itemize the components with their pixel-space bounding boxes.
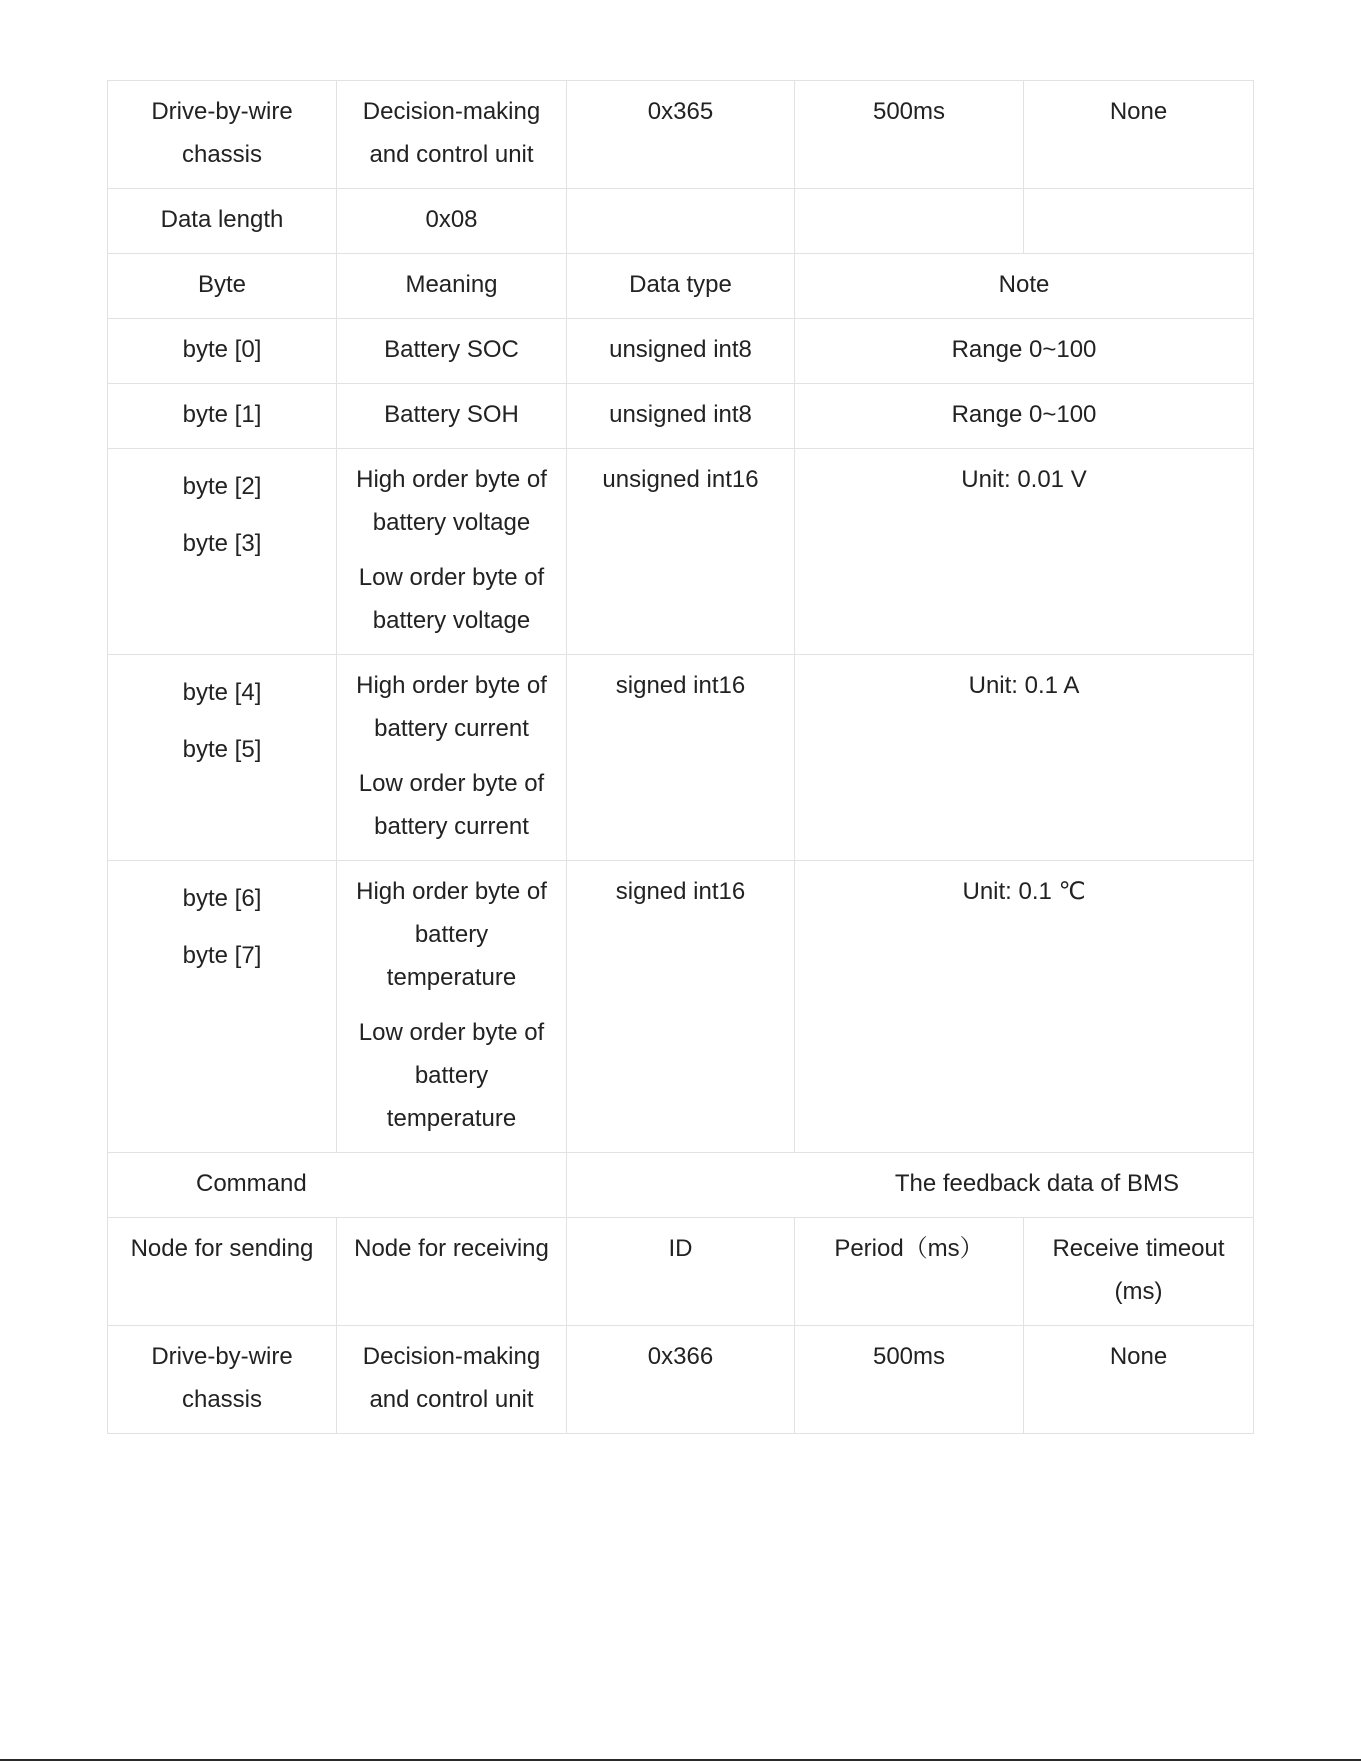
meaning-cell bbox=[337, 655, 567, 861]
receiver-node-cell: Decision-making and control unit bbox=[337, 1326, 567, 1434]
header-meaning: Meaning bbox=[337, 254, 567, 319]
byte-cell bbox=[108, 861, 337, 1153]
timeout-cell: None bbox=[1024, 1326, 1254, 1434]
meaning-cell: Battery SOH bbox=[337, 384, 567, 449]
byte-label: byte [5] bbox=[182, 736, 262, 763]
note-cell: Unit: 0.01 V bbox=[795, 449, 1254, 655]
table-row bbox=[108, 861, 1254, 1153]
meaning-cell bbox=[337, 449, 567, 655]
byte-cell bbox=[108, 655, 337, 861]
empty-cell bbox=[567, 189, 795, 254]
period-cell: 500ms bbox=[795, 1326, 1024, 1434]
data-type-cell: unsigned int8 bbox=[567, 384, 795, 449]
table-row bbox=[108, 189, 1254, 254]
timeout-cell: None bbox=[1024, 81, 1254, 189]
table-header-row bbox=[108, 254, 1254, 319]
meaning-text: High order byte of battery voltage bbox=[356, 466, 547, 536]
byte-label: byte [6] bbox=[182, 885, 262, 912]
meaning-text: High order byte of battery temperature bbox=[356, 878, 547, 991]
table-row bbox=[108, 319, 1254, 384]
table-row bbox=[108, 449, 1254, 655]
sender-node-cell: Drive-by-wire chassis bbox=[108, 1326, 337, 1434]
sender-node-cell: Drive-by-wire chassis bbox=[108, 81, 337, 189]
meaning-text: Low order byte of battery current bbox=[358, 770, 545, 840]
note-cell: Unit: 0.1 A bbox=[795, 655, 1254, 861]
byte-label: byte [7] bbox=[182, 942, 262, 969]
command-row bbox=[108, 1153, 1254, 1218]
byte-cell: byte [1] bbox=[108, 384, 337, 449]
header-receiver: Node for receiving bbox=[337, 1218, 567, 1326]
message-id-cell: 0x365 bbox=[567, 81, 795, 189]
byte-cell: byte [0] bbox=[108, 319, 337, 384]
header-sender: Node for sending bbox=[108, 1218, 337, 1326]
table-header-row bbox=[108, 1218, 1254, 1326]
command-label: Command bbox=[108, 1153, 567, 1218]
header-byte: Byte bbox=[108, 254, 337, 319]
header-note: Note bbox=[795, 254, 1254, 319]
note-cell: Unit: 0.1 ℃ bbox=[795, 861, 1254, 1153]
data-length-label: Data length bbox=[108, 189, 337, 254]
meaning-cell: Battery SOC bbox=[337, 319, 567, 384]
data-type-cell: unsigned int8 bbox=[567, 319, 795, 384]
byte-label: byte [2] bbox=[182, 473, 262, 500]
table-row bbox=[108, 384, 1254, 449]
data-type-cell: unsigned int16 bbox=[567, 449, 795, 655]
byte-cell bbox=[108, 449, 337, 655]
receiver-node-cell: Decision-making and control unit bbox=[337, 81, 567, 189]
note-cell: Range 0~100 bbox=[795, 384, 1254, 449]
byte-label: byte [3] bbox=[182, 530, 262, 557]
message-id-cell: 0x366 bbox=[567, 1326, 795, 1434]
table-row bbox=[108, 81, 1254, 189]
period-cell: 500ms bbox=[795, 81, 1024, 189]
meaning-text: Low order byte of battery temperature bbox=[358, 1019, 545, 1132]
data-length-value: 0x08 bbox=[337, 189, 567, 254]
data-type-cell: signed int16 bbox=[567, 655, 795, 861]
meaning-text: High order byte of battery current bbox=[356, 672, 547, 742]
meaning-cell bbox=[337, 861, 567, 1153]
meaning-text: Low order byte of battery voltage bbox=[358, 564, 545, 634]
table-row bbox=[108, 655, 1254, 861]
byte-label: byte [4] bbox=[182, 679, 262, 706]
data-type-cell: signed int16 bbox=[567, 861, 795, 1153]
command-value: The feedback data of BMS bbox=[567, 1153, 1254, 1218]
note-cell: Range 0~100 bbox=[795, 319, 1254, 384]
empty-cell bbox=[795, 189, 1024, 254]
header-id: ID bbox=[567, 1218, 795, 1326]
table-row bbox=[108, 1326, 1254, 1434]
header-data-type: Data type bbox=[567, 254, 795, 319]
header-period: Period（ms） bbox=[795, 1218, 1024, 1326]
header-timeout: Receive timeout (ms) bbox=[1024, 1218, 1254, 1326]
empty-cell bbox=[1024, 189, 1254, 254]
can-message-table bbox=[107, 80, 1254, 1434]
